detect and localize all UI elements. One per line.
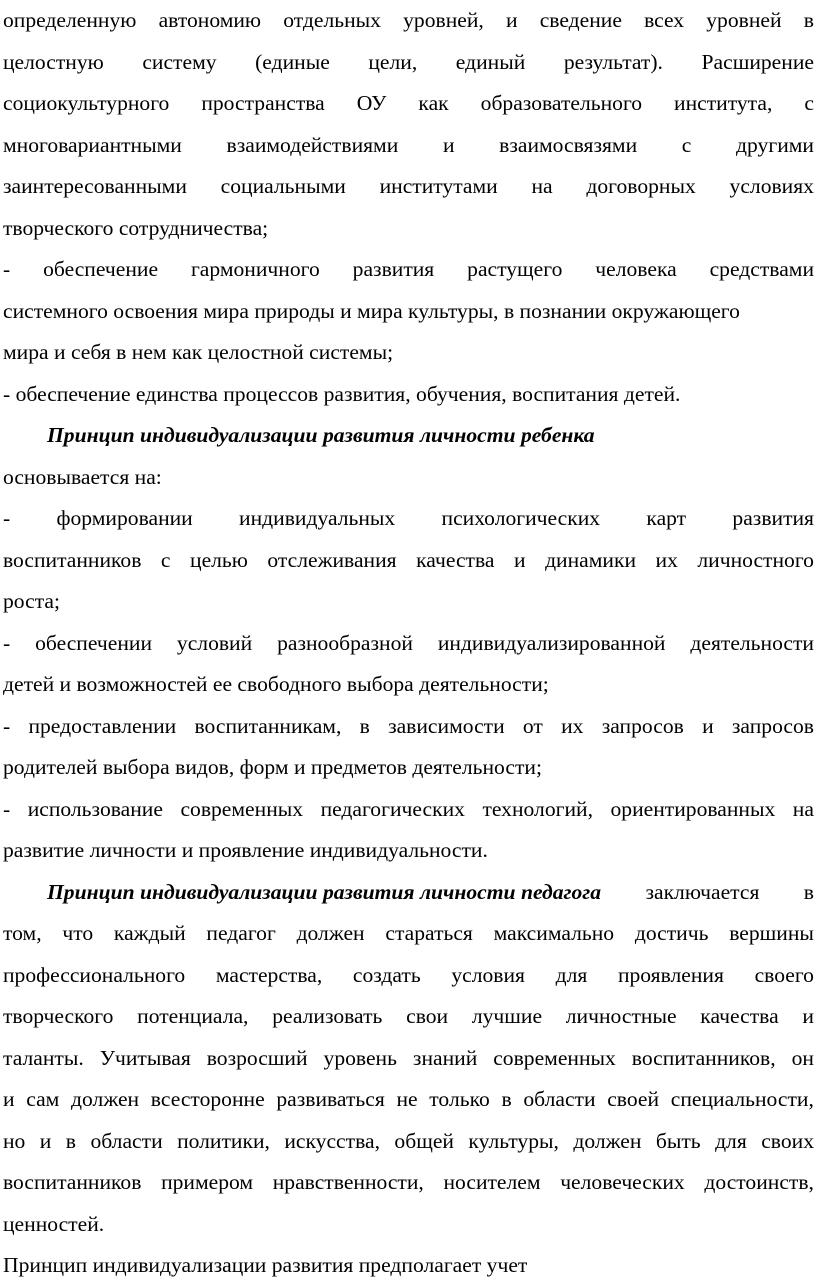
word: целью: [190, 547, 248, 572]
word: от: [522, 713, 543, 738]
word: запросов: [731, 713, 814, 738]
line-text: родителей выбора видов, форм и предметов деятельности;: [3, 755, 542, 779]
word: и: [702, 713, 714, 738]
word: воспитанников,: [631, 1045, 776, 1070]
word: Учитывая: [99, 1045, 191, 1070]
text-line: [3, 581, 814, 623]
word: стараться: [385, 921, 473, 945]
line-text: основывается на:: [3, 464, 162, 489]
word: лучшие: [471, 1004, 543, 1028]
word: технологий,: [482, 796, 593, 821]
word: пространства: [201, 91, 325, 115]
principle-heading: Принцип индивидуализации развития личности педагога: [47, 879, 602, 904]
text-line: [3, 1245, 814, 1287]
word: автономию: [158, 8, 262, 32]
word: культуры,: [468, 1128, 559, 1153]
word: своего: [754, 962, 814, 987]
text-line: [3, 1038, 814, 1080]
word: должен: [71, 1087, 140, 1111]
word: что: [62, 921, 94, 945]
text-line: [3, 747, 814, 789]
word: только: [429, 1087, 490, 1111]
word: педагог: [206, 921, 276, 945]
text-line: [3, 498, 814, 540]
word: на: [531, 174, 553, 198]
word: развития: [352, 257, 435, 281]
word: общей: [394, 1128, 454, 1153]
text-line: [3, 374, 814, 416]
word: институтами: [379, 174, 498, 198]
word: уровней: [706, 8, 782, 32]
word: максимально: [493, 921, 615, 945]
word: отдельных: [283, 8, 381, 32]
word: сам: [26, 1087, 60, 1111]
word: Расширение: [701, 49, 814, 74]
word: их: [655, 547, 678, 572]
word: должен: [296, 921, 365, 945]
word: знаний: [412, 1045, 478, 1070]
word: многовариантными: [3, 132, 182, 157]
word: и: [3, 1087, 15, 1111]
word: качества: [416, 547, 495, 572]
text-line: [3, 125, 814, 167]
text-line: [3, 789, 814, 831]
line-text: системного освоения мира природы и мира культуры, в познании окружающего: [3, 298, 740, 323]
word: для: [555, 962, 588, 987]
word: возросший: [206, 1045, 308, 1070]
word: человеческих: [560, 1170, 685, 1194]
word: деятельности: [690, 630, 814, 655]
text-line: [3, 415, 814, 457]
word: результат).: [563, 49, 663, 74]
word: он: [791, 1045, 814, 1070]
word: нравственности,: [272, 1170, 424, 1194]
word: индивидуальных: [239, 506, 396, 530]
text-line: [3, 623, 814, 665]
line-text: развитие личности и проявление индивидуальности.: [3, 838, 488, 862]
word: психологических: [441, 506, 601, 530]
word: -: [3, 506, 11, 530]
word: в: [803, 879, 814, 904]
text-line: [3, 664, 814, 706]
word: формировании: [56, 506, 193, 530]
word: обеспечении: [35, 630, 153, 655]
text-line: [3, 1162, 814, 1204]
word: носителем: [443, 1170, 541, 1194]
word: своей: [607, 1087, 660, 1111]
word: использование: [27, 796, 163, 821]
word: (единые: [255, 49, 330, 74]
word: достоинств,: [704, 1170, 814, 1194]
word: ориентированных: [610, 796, 776, 821]
text-line: [3, 706, 814, 748]
word: -: [3, 713, 11, 738]
word: социокультурного: [3, 91, 170, 115]
word: мастерства,: [215, 962, 323, 987]
word: свои: [406, 1004, 449, 1028]
word: примером: [161, 1170, 254, 1194]
word: с: [160, 547, 171, 572]
word: всех: [644, 8, 685, 32]
word: не: [396, 1087, 418, 1111]
text-line: [3, 1121, 814, 1163]
principle-heading: Принцип индивидуализации развития личности ребенка: [47, 423, 595, 447]
text-line: [3, 996, 814, 1038]
line-text: детей и возможностей ее свободного выбора деятельности;: [3, 672, 549, 696]
text-line: [3, 332, 814, 374]
word: как: [418, 91, 449, 115]
word: уровень: [323, 1045, 397, 1070]
word: запросов: [601, 713, 684, 738]
word: должен: [573, 1128, 642, 1153]
word: в: [501, 1087, 512, 1111]
word: систему: [142, 49, 217, 74]
word: личностные: [565, 1004, 677, 1028]
word: современных: [180, 796, 304, 821]
word: цели,: [368, 49, 418, 74]
word: для: [715, 1128, 747, 1153]
text-line: [3, 166, 814, 208]
word: карт: [646, 506, 687, 530]
word: динамики: [545, 547, 637, 572]
text-line: [3, 872, 814, 914]
word: -: [3, 257, 11, 281]
word: заключается: [645, 879, 760, 904]
text-line: [3, 42, 814, 84]
word: индивидуализированной: [437, 630, 666, 655]
word: своих: [761, 1128, 814, 1153]
word: творческого: [3, 1004, 114, 1028]
word: образовательного: [480, 91, 643, 115]
word: сведение: [539, 8, 622, 32]
word: отслеживания: [267, 547, 397, 572]
word: другими: [736, 132, 814, 157]
word: и: [505, 8, 518, 32]
word: в: [803, 8, 814, 32]
word: условия: [451, 962, 525, 987]
word: развиваться: [276, 1087, 385, 1111]
word: с: [681, 132, 692, 157]
word: социальными: [220, 174, 346, 198]
word: и: [442, 132, 455, 157]
word: качества: [700, 1004, 779, 1028]
word: -: [3, 796, 11, 821]
word: в: [359, 713, 370, 738]
word: договорных: [586, 174, 696, 198]
word: обеспечение: [43, 257, 159, 281]
word: взаимодействиями: [226, 132, 399, 157]
word: и: [39, 1128, 52, 1153]
word: таланты.: [3, 1045, 84, 1070]
word: и: [514, 547, 526, 572]
word: с: [804, 91, 814, 115]
word: взаимосвязями: [499, 132, 638, 157]
word: целостную: [3, 49, 104, 74]
text-line: [3, 540, 814, 582]
line-text: роста;: [3, 589, 61, 613]
word: их: [561, 713, 584, 738]
word: воспитанников: [3, 1170, 142, 1194]
word: института,: [674, 91, 773, 115]
text-line: [3, 291, 814, 333]
text-line: [3, 208, 814, 250]
word: всесторонне: [150, 1087, 265, 1111]
word: гармоничного: [190, 257, 320, 281]
word: средствами: [709, 257, 814, 281]
word: определенную: [3, 8, 137, 32]
word: ОУ: [356, 91, 387, 115]
word: современных: [493, 1045, 616, 1070]
word: том,: [3, 921, 42, 945]
word: в: [65, 1128, 76, 1153]
word: условиях: [729, 174, 814, 198]
word: воспитанников: [3, 547, 142, 572]
text-line: [3, 830, 814, 872]
text-line: [3, 83, 814, 125]
line-text: творческого сотрудничества;: [3, 215, 269, 240]
text-line: [3, 913, 814, 955]
text-line: [3, 1079, 814, 1121]
word: вершины: [729, 921, 814, 945]
text-line: [3, 249, 814, 291]
word: специальности,: [670, 1087, 814, 1111]
word: -: [3, 630, 11, 655]
word: каждый: [113, 921, 186, 945]
word: воспитанникам,: [194, 713, 342, 738]
word: потенциала,: [137, 1004, 249, 1028]
word: области: [90, 1128, 163, 1153]
word: зависимости: [388, 713, 505, 738]
word: создать: [352, 962, 421, 987]
word: достичь: [634, 921, 709, 945]
word: области: [523, 1087, 596, 1111]
word: проявления: [617, 962, 724, 987]
text-line: [3, 0, 814, 42]
text-line: [3, 457, 814, 499]
word: личностного: [697, 547, 814, 572]
line-text: мира и себя в нем как целостной системы;: [3, 340, 394, 364]
word: на: [792, 796, 814, 821]
word: педагогических: [320, 796, 465, 821]
word: но: [3, 1128, 26, 1153]
word: заинтересованными: [3, 174, 187, 198]
word: уровней,: [403, 8, 484, 32]
word: условий: [176, 630, 253, 655]
line-text: - обеспечение единства процессов развития, обучения, воспитания детей.: [3, 381, 681, 406]
word: единый: [455, 49, 526, 74]
word: предоставлении: [28, 713, 177, 738]
text-line: [3, 1204, 814, 1246]
word: растущего: [467, 257, 563, 281]
line-text: Принцип индивидуализации развития предполагает учет: [3, 1253, 528, 1277]
line-text: ценностей.: [3, 1211, 105, 1236]
word: реализовать: [272, 1004, 383, 1028]
word: быть: [655, 1128, 701, 1153]
word: искусства,: [284, 1128, 380, 1153]
text-line: [3, 955, 814, 997]
word: политики,: [177, 1128, 270, 1153]
word: разнообразной: [277, 630, 413, 655]
word: и: [802, 1004, 814, 1028]
word: человека: [595, 257, 677, 281]
word: развития: [732, 506, 814, 530]
word: профессионального: [3, 962, 186, 987]
